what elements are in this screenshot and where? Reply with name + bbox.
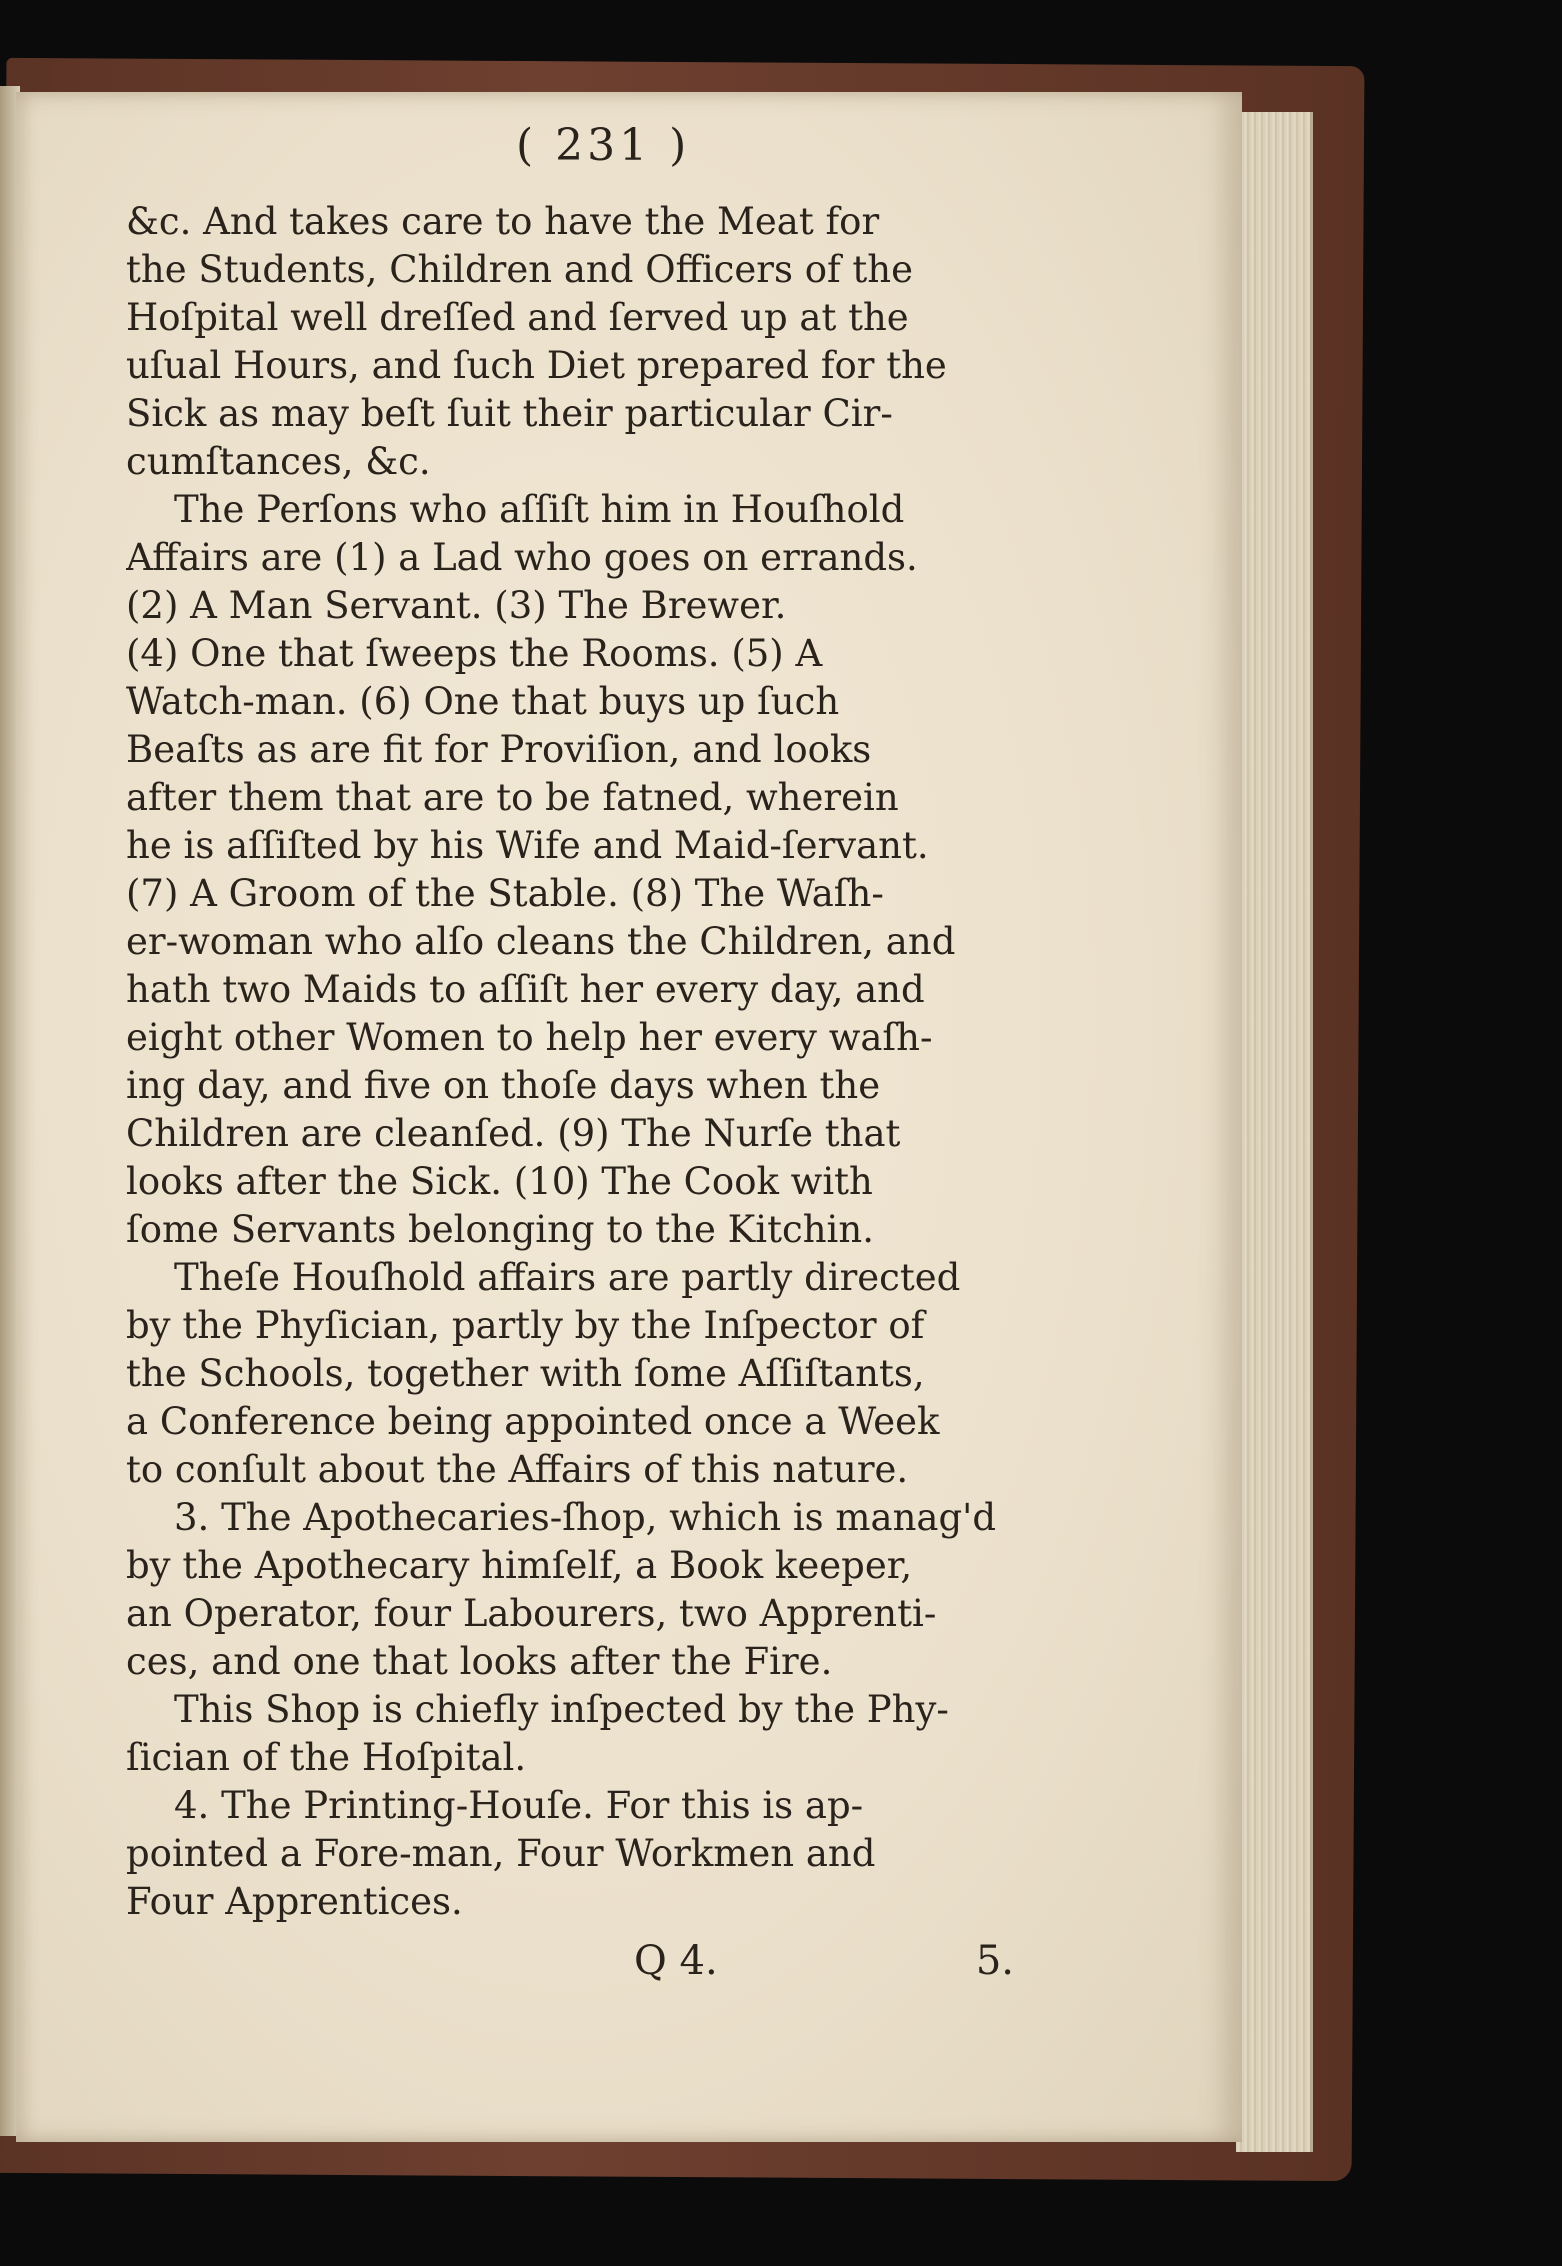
text-line-10: (4) One that ſweeps the Rooms. (5) A	[126, 632, 823, 675]
text-line-35: pointed a Fore-man, Four Workmen and	[126, 1832, 876, 1875]
text-line-22: ſome Servants belonging to the Kitchin.	[126, 1208, 874, 1251]
text-line-13: after them that are to be fatned, wherein	[126, 776, 899, 819]
text-line-34: 4. The Printing-Houſe. For this is ap-	[174, 1784, 864, 1827]
text-line-3: Hoſpital well dreſſed and ſerved up at the	[126, 296, 909, 339]
text-line-2: the Students, Children and Officers of the	[126, 248, 914, 291]
text-line-17: hath two Maids to aſſiſt her every day, and	[126, 968, 925, 1011]
page-footer	[126, 1938, 1014, 1988]
text-line-15: (7) A Groom of the Stable. (8) The Waſh-	[126, 872, 884, 915]
page-number: ( 231 )	[516, 120, 691, 171]
text-line-28: 3. The Apothecaries-ſhop, which is manag'd	[174, 1496, 997, 1539]
book-page	[16, 92, 1242, 2142]
text-line-7: The Perſons who aſſiſt him in Houſhold	[174, 488, 905, 531]
text-line-33: ſician of the Hoſpital.	[126, 1736, 527, 1779]
text-line-31: ces, and one that looks after the Fire.	[126, 1640, 833, 1683]
text-line-9: (2) A Man Servant. (3) The Brewer.	[126, 584, 787, 627]
text-line-12: Beaſts as are fit for Proviſion, and looks	[126, 728, 872, 771]
text-line-36: Four Apprentices.	[126, 1880, 463, 1923]
text-line-21: looks after the Sick. (10) The Cook with	[126, 1160, 873, 1203]
text-line-29: by the Apothecary himſelf, a Book keeper,	[126, 1544, 913, 1587]
text-line-26: a Conference being appointed once a Week	[126, 1400, 940, 1443]
text-line-5: Sick as may beſt ſuit their particular Cir-	[126, 392, 893, 435]
text-line-32: This Shop is chiefly inſpected by the Phy-	[174, 1688, 949, 1731]
text-line-4: uſual Hours, and ſuch Diet prepared for the	[126, 344, 947, 387]
text-line-20: Children are cleanſed. (9) The Nurſe that	[126, 1112, 901, 1155]
text-line-24: by the Phyſician, partly by the Inſpector of	[126, 1304, 925, 1347]
page-edges	[1236, 112, 1313, 2152]
text-line-8: Affairs are (1) a Lad who goes on errands.	[126, 536, 918, 579]
text-line-30: an Operator, four Labourers, two Apprenti-	[126, 1592, 937, 1635]
catchword: 5.	[975, 1938, 1014, 1984]
text-line-19: ing day, and five on thoſe days when the	[126, 1064, 881, 1107]
text-line-16: er-woman who alſo cleans the Children, and	[126, 920, 956, 963]
text-line-11: Watch-man. (6) One that buys up ſuch	[126, 680, 840, 723]
text-line-25: the Schools, together with ſome Aſſiſtants,	[126, 1352, 925, 1395]
text-line-23: Theſe Houſhold affairs are partly directed	[174, 1256, 961, 1299]
signature-mark: Q 4.	[634, 1938, 718, 1984]
text-line-27: to conſult about the Affairs of this nature.	[126, 1448, 909, 1491]
text-line-18: eight other Women to help her every waſh-	[126, 1016, 933, 1059]
text-line-6: cumſtances, &c.	[126, 440, 431, 483]
text-line-1: &c. And takes care to have the Meat for	[126, 200, 880, 243]
text-line-14: he is aſſiſted by his Wife and Maid-ſervant.	[126, 824, 929, 867]
